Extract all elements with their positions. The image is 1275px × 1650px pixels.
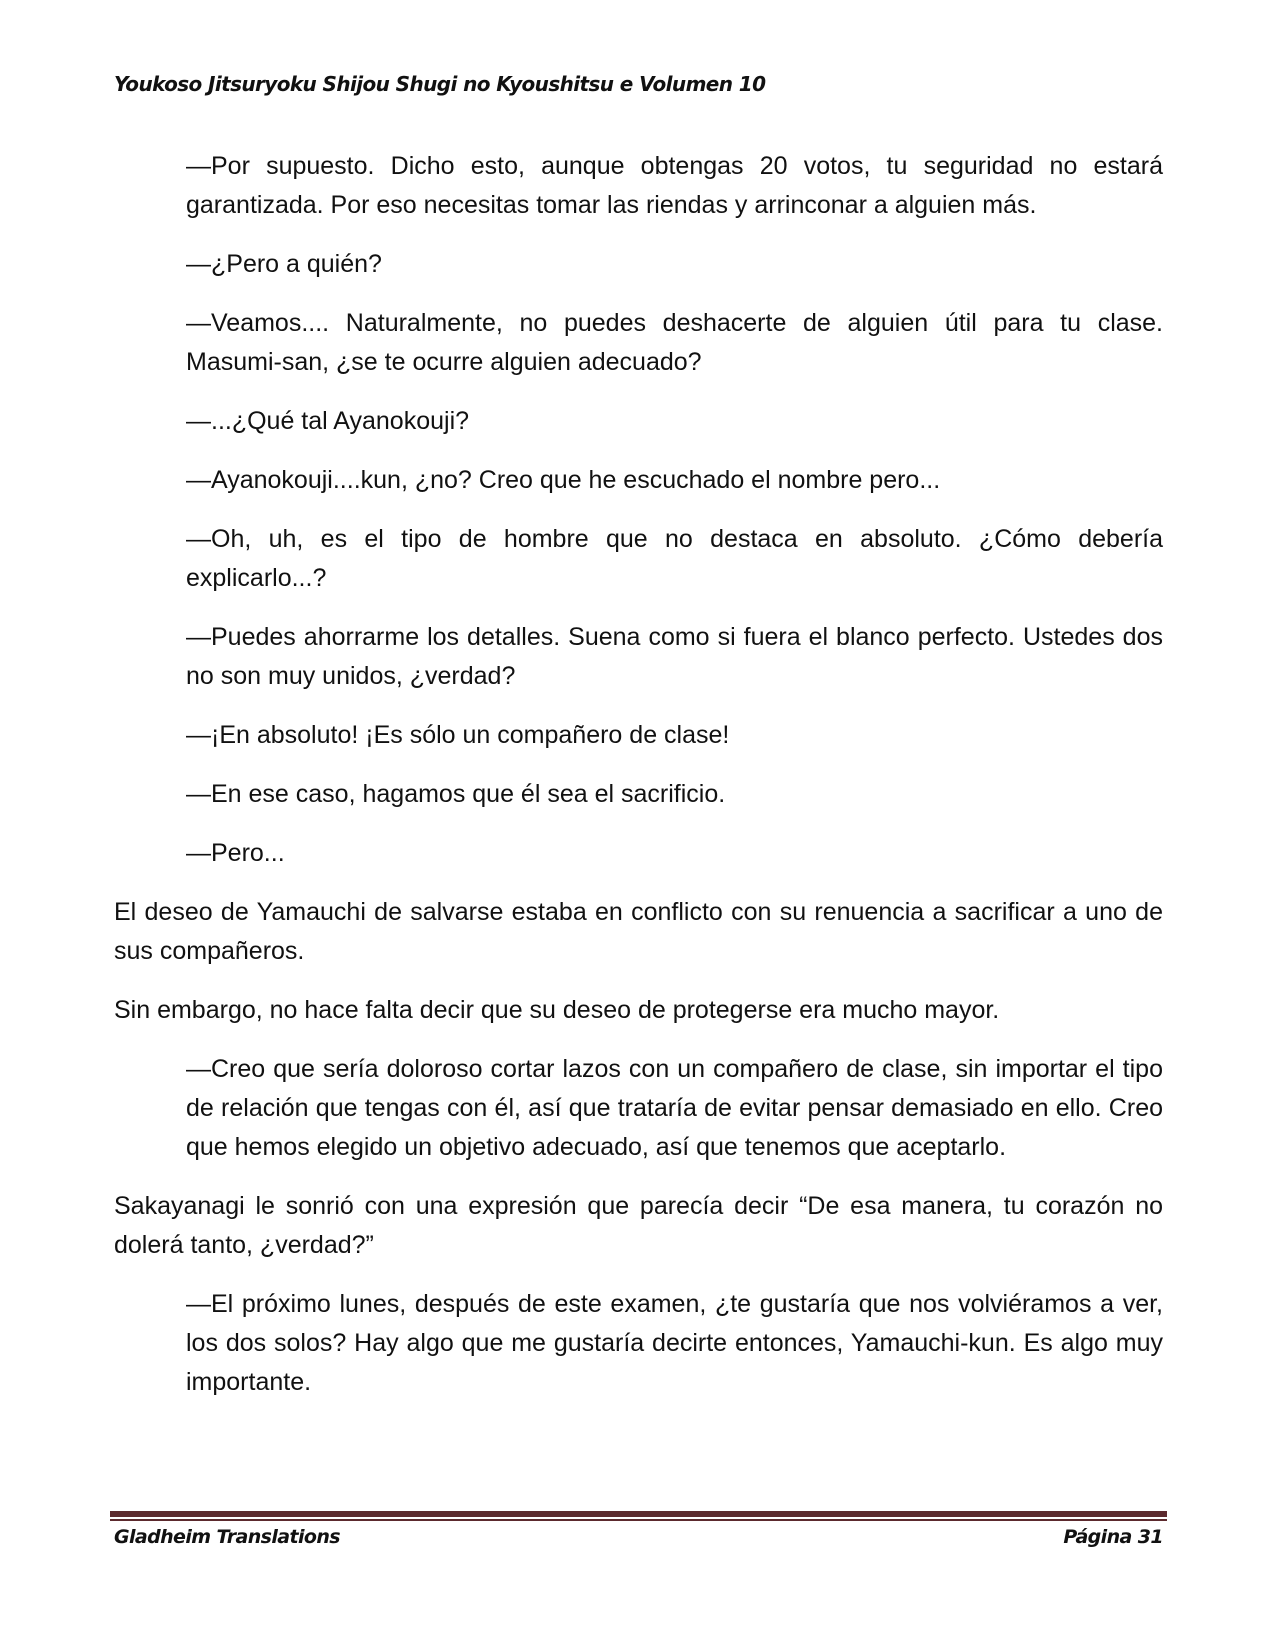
narration-paragraph: Sin embargo, no hace falta decir que su deseo de protegerse era mucho mayor. xyxy=(114,996,1000,1024)
dialogue-paragraph: —...¿Qué tal Ayanokouji? xyxy=(186,407,470,435)
running-header: Youkoso Jitsuryoku Shijou Shugi no Kyoushitsu e Volumen 10 xyxy=(114,72,766,96)
dialogue-paragraph: —Ayanokouji....kun, ¿no? Creo que he escuchado el nombre pero... xyxy=(186,466,941,494)
page-number: Página 31 xyxy=(1063,1526,1163,1548)
dialogue-paragraph: —¿Pero a quién? xyxy=(186,250,382,278)
dialogue-paragraph: —¡En absoluto! ¡Es sólo un compañero de clase! xyxy=(186,721,730,749)
footer-rule-thin xyxy=(110,1519,1167,1521)
dialogue-paragraph: —En ese caso, hagamos que él sea el sacrificio. xyxy=(186,780,726,808)
footer-publisher: Gladheim Translations xyxy=(114,1526,340,1548)
dialogue-paragraph: —Por supuesto. Dicho esto, aunque obtengas 20 votos, tu seguridad no estará garantizada. Por eso necesitas tomar las riendas y arrinconar a alguien más. xyxy=(186,152,1163,219)
body-text xyxy=(114,147,1163,1422)
footer-rule xyxy=(110,1511,1167,1517)
narration-paragraph: El deseo de Yamauchi de salvarse estaba en conflicto con su renuencia a sacrificar a uno de sus compañeros. xyxy=(114,898,1163,965)
dialogue-paragraph: —Puedes ahorrarme los detalles. Suena como si fuera el blanco perfecto. Ustedes dos no son muy unidos, ¿verdad? xyxy=(186,623,1163,690)
dialogue-paragraph: —Oh, uh, es el tipo de hombre que no destaca en absoluto. ¿Cómo debería explicarlo...? xyxy=(186,525,1163,592)
dialogue-paragraph: —El próximo lunes, después de este examen, ¿te gustaría que nos volviéramos a ver, los dos solos? Hay algo que me gustaría decirte entonces, Yamauchi-kun. Es algo muy importante. xyxy=(186,1290,1163,1396)
narration-paragraph: Sakayanagi le sonrió con una expresión que parecía decir “De esa manera, tu corazón no dolerá tanto, ¿verdad?” xyxy=(114,1192,1163,1259)
dialogue-paragraph: —Creo que sería doloroso cortar lazos con un compañero de clase, sin importar el tipo de relación que tengas con él, así que trataría de evitar pensar demasiado en ello. Creo que hemos elegido un objetivo adecuado, así que tenemos que aceptarlo. xyxy=(186,1055,1163,1161)
dialogue-paragraph: —Pero... xyxy=(186,839,285,867)
dialogue-paragraph: —Veamos.... Naturalmente, no puedes deshacerte de alguien útil para tu clase. Masumi-san, ¿se te ocurre alguien adecuado? xyxy=(186,309,1163,376)
